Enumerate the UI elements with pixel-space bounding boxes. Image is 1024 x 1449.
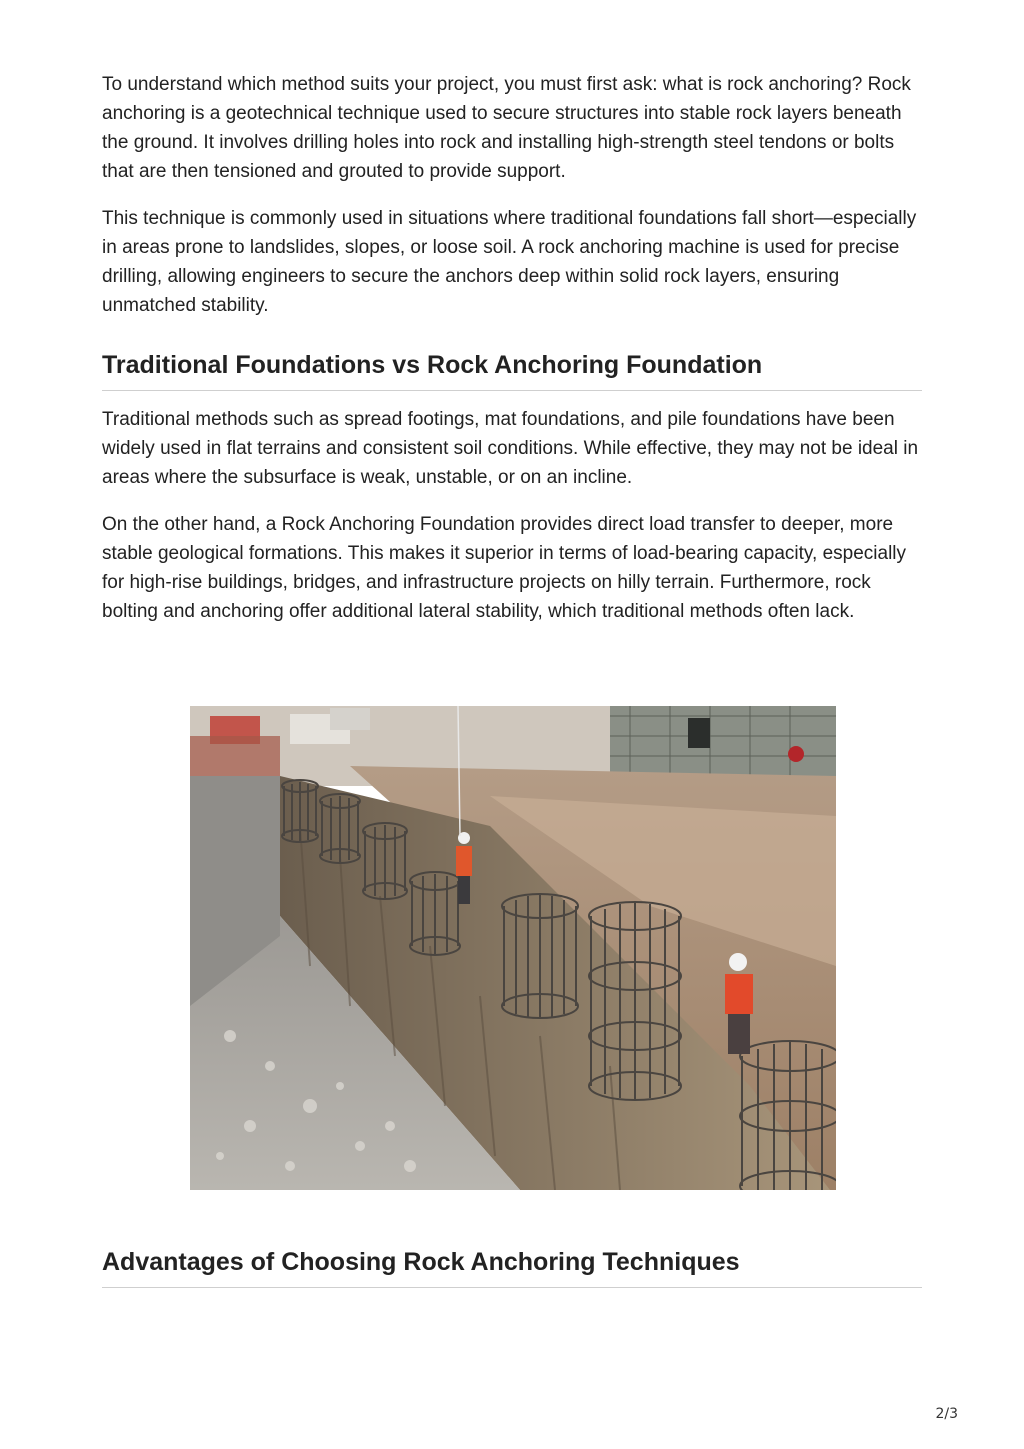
section-heading-advantages: Advantages of Choosing Rock Anchoring Techniques [102, 1245, 922, 1288]
section1-paragraph-2: On the other hand, a Rock Anchoring Foundation provides direct load transfer to deeper, more stable geological formations. This makes it superior in terms of load-bearing capacity, especially for high-rise buildings, bridges, and infrastructure projects on hilly terrain. Furthermore, rock bolting and anchoring offer additional lateral stability, which traditional methods often lack. [102, 514, 907, 622]
article-body [102, 70, 922, 644]
intro-paragraph-1: To understand which method suits your project, you must first ask: what is rock anchoring? Rock anchoring is a geotechnical technique used to secure structures into stable rock layers beneath the ground. It involves drilling holes into rock and installing high-strength steel tendons or bolts that are then tensioned and grouted to provide support. [102, 74, 911, 182]
page-number: 2/3 [935, 1406, 958, 1422]
section-heading-traditional-vs-rock: Traditional Foundations vs Rock Anchoring Foundation [102, 348, 922, 391]
construction-site-photo [190, 706, 836, 1190]
intro-paragraph-2: This technique is commonly used in situations where traditional foundations fall short—especially in areas prone to landslides, slopes, or loose soil. A rock anchoring machine is used for precise drilling, allowing engineers to secure the anchors deep within solid rock layers, ensuring unmatched stability. [102, 208, 917, 316]
section1-paragraph-1: Traditional methods such as spread footings, mat foundations, and pile foundations have been widely used in flat terrains and consistent soil conditions. While effective, they may not be ideal in areas where the subsurface is weak, unstable, or on an incline. [102, 409, 919, 488]
